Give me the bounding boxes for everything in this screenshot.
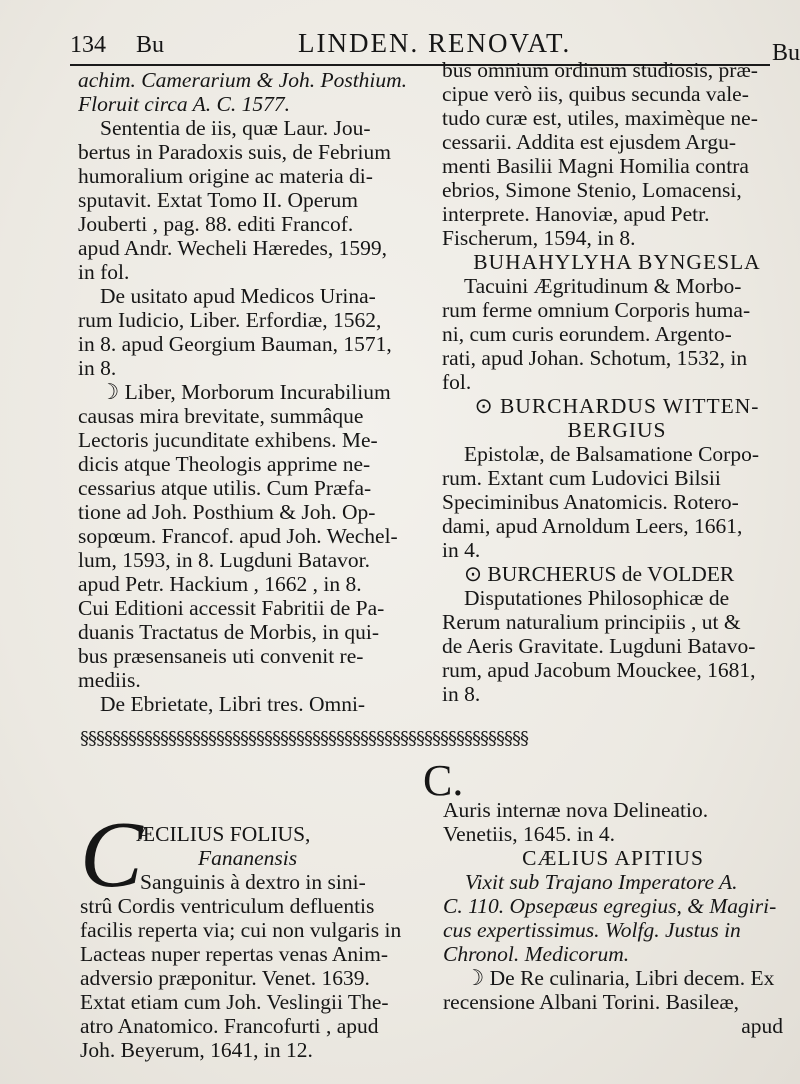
text-line: Lectoris jucunditate exhibens. Me-	[78, 428, 378, 452]
text-line: in 8.	[442, 682, 481, 706]
text-line: cessarii. Addita est ejusdem Argu-	[442, 130, 736, 154]
text-line: Disputationes Philosophicæ de	[464, 586, 730, 610]
text-line: causas mira brevitate, summâque	[78, 404, 364, 428]
left-column-bottom	[80, 822, 435, 1062]
text-line: rum ferme omnium Corporis huma-	[442, 298, 751, 322]
text-line: Cui Editioni accessit Fabritii de Pa-	[78, 596, 385, 620]
text-line: in 4.	[442, 538, 481, 562]
text-line: facilis reperta via; cui non vulgaris in	[80, 918, 402, 942]
text-line: dicis atque Theologis apprime ne-	[78, 452, 371, 476]
text-line: Rerum naturalium principiis , ut &	[442, 610, 741, 634]
text-line: ebrios, Simone Stenio, Lomacensi,	[442, 178, 742, 202]
text-line: strû Cordis ventriculum defluentis	[80, 894, 375, 918]
entry-heading: CÆLIUS APITIUS	[522, 846, 704, 870]
entry-heading: ⊙ BURCHERUS de VOLDER	[464, 562, 735, 586]
text-line: Sanguinis à dextro in sini-	[140, 870, 366, 894]
text-line: adversio præponitur. Venet. 1639.	[80, 966, 370, 990]
text-line: Fananensis	[198, 846, 298, 870]
header-left-section: Bu	[136, 32, 165, 58]
text-line: Lacteas nuper repertas venas Anim-	[80, 942, 389, 966]
text-line: cus expertissimus. Wolfg. Justus in	[443, 918, 741, 942]
text-line: menti Basilii Magni Homilia contra	[442, 154, 749, 178]
header-title: LINDEN. RENOVAT.	[298, 28, 572, 58]
text-line: tudo curæ est, utiles, maximèque ne-	[442, 106, 758, 130]
text-line: rum Iudicio, Liber. Erfordiæ, 1562,	[78, 308, 382, 332]
text-line: Venetiis, 1645. in 4.	[443, 822, 615, 846]
text-line: rum, apud Jacobum Mouckee, 1681,	[442, 658, 756, 682]
text-line: lum, 1593, in 8. Lugduni Batavor.	[78, 548, 371, 572]
text-line: achim. Camerarium & Joh. Posthium.	[78, 68, 408, 92]
drop-cap: C	[80, 803, 143, 907]
entry-heading: ⊙ BURCHARDUS WITTEN-	[474, 394, 760, 418]
text-line: in fol.	[78, 260, 130, 284]
page-number: 134	[70, 32, 106, 58]
entry-heading: BERGIUS	[567, 418, 667, 442]
text-line: De Ebrietate, Libri tres. Omni-	[100, 692, 366, 716]
text-line: C. 110. Opsepæus egregius, & Magiri-	[443, 894, 777, 918]
text-line: Speciminibus Anatomicis. Rotero-	[442, 490, 739, 514]
left-column-top	[78, 68, 433, 716]
right-column-bottom	[443, 798, 783, 1038]
text-line: in 8.	[78, 356, 117, 380]
text-line: ☽ De Re culinaria, Libri decem. Ex	[465, 966, 775, 990]
text-line: cipue verò iis, quibus secunda vale-	[442, 82, 749, 106]
text-line: atro Anatomico. Francofurti , apud	[80, 1014, 379, 1038]
text-line: bus omnium ordinum studiosis, præ-	[442, 58, 758, 82]
text-line: rati, apud Johan. Schotum, 1532, in	[442, 346, 748, 370]
text-line: cessarius atque utilis. Cum Præfa-	[78, 476, 372, 500]
ornamental-divider: §§§§§§§§§§§§§§§§§§§§§§§§§§§§§§§§§§§§§§§§§§§§§§§§§§§§§§§§	[80, 728, 528, 749]
text-line: Fischerum, 1594, in 8.	[442, 226, 636, 250]
text-line: Chronol. Medicorum.	[443, 942, 630, 966]
section-letter: C.	[423, 756, 464, 805]
text-line: Tacuini Ægritudinum & Morbo-	[464, 274, 742, 298]
text-line: in 8. apud Georgium Bauman, 1571,	[78, 332, 392, 356]
text-line: Sententia de iis, quæ Laur. Jou-	[100, 116, 371, 140]
text-line: fol.	[442, 370, 472, 394]
text-line: Floruit circa A. C. 1577.	[78, 92, 291, 116]
text-line: de Aeris Gravitate. Lugduni Batavo-	[442, 634, 756, 658]
text-line: Jouberti , pag. 88. editi Francof.	[78, 212, 354, 236]
text-line: humoralium origine ac materia di-	[78, 164, 373, 188]
text-line: ni, cum curis eorundem. Argento-	[442, 322, 732, 346]
text-line: duanis Tractatus de Morbis, in qui-	[78, 620, 379, 644]
text-line: sputavit. Extat Tomo II. Operum	[78, 188, 358, 212]
text-line: apud Andr. Wecheli Hæredes, 1599,	[78, 236, 387, 260]
text-line: recensione Albani Torini. Basileæ,	[443, 990, 740, 1014]
header-right-section: Bu	[771, 40, 800, 66]
entry-heading: BUHAHYLYHA BYNGESLA	[473, 250, 761, 274]
entry-heading: ÆCILIUS FOLIUS,	[136, 822, 311, 846]
text-line: ☽ Liber, Morborum Incurabilium	[100, 380, 391, 404]
catchword: apud	[741, 1014, 783, 1038]
text-line: apud Petr. Hackium , 1662 , in 8.	[78, 572, 362, 596]
text-line: rum. Extant cum Ludovici Bilsii	[442, 466, 721, 490]
right-column-top	[442, 58, 792, 706]
text-line: Epistolæ, de Balsamatione Corpo-	[464, 442, 759, 466]
text-line: De usitato apud Medicos Urina-	[100, 284, 376, 308]
text-line: Auris internæ nova Delineatio.	[443, 798, 709, 822]
text-line: Joh. Beyerum, 1641, in 12.	[80, 1038, 313, 1062]
text-line: mediis.	[78, 668, 141, 692]
text-line: Extat etiam cum Joh. Veslingii The-	[80, 990, 389, 1014]
text-line: bertus in Paradoxis suis, de Febrium	[78, 140, 391, 164]
text-line: sopœum. Francof. apud Joh. Wechel-	[78, 524, 398, 548]
text-line: interprete. Hanoviæ, apud Petr.	[442, 202, 710, 226]
text-line: dami, apud Arnoldum Leers, 1661,	[442, 514, 743, 538]
text-line: bus præsensaneis uti convenit re-	[78, 644, 364, 668]
text-line: tione ad Joh. Posthium & Joh. Op-	[78, 500, 376, 524]
text-line: Vixit sub Trajano Imperatore A.	[465, 870, 738, 894]
